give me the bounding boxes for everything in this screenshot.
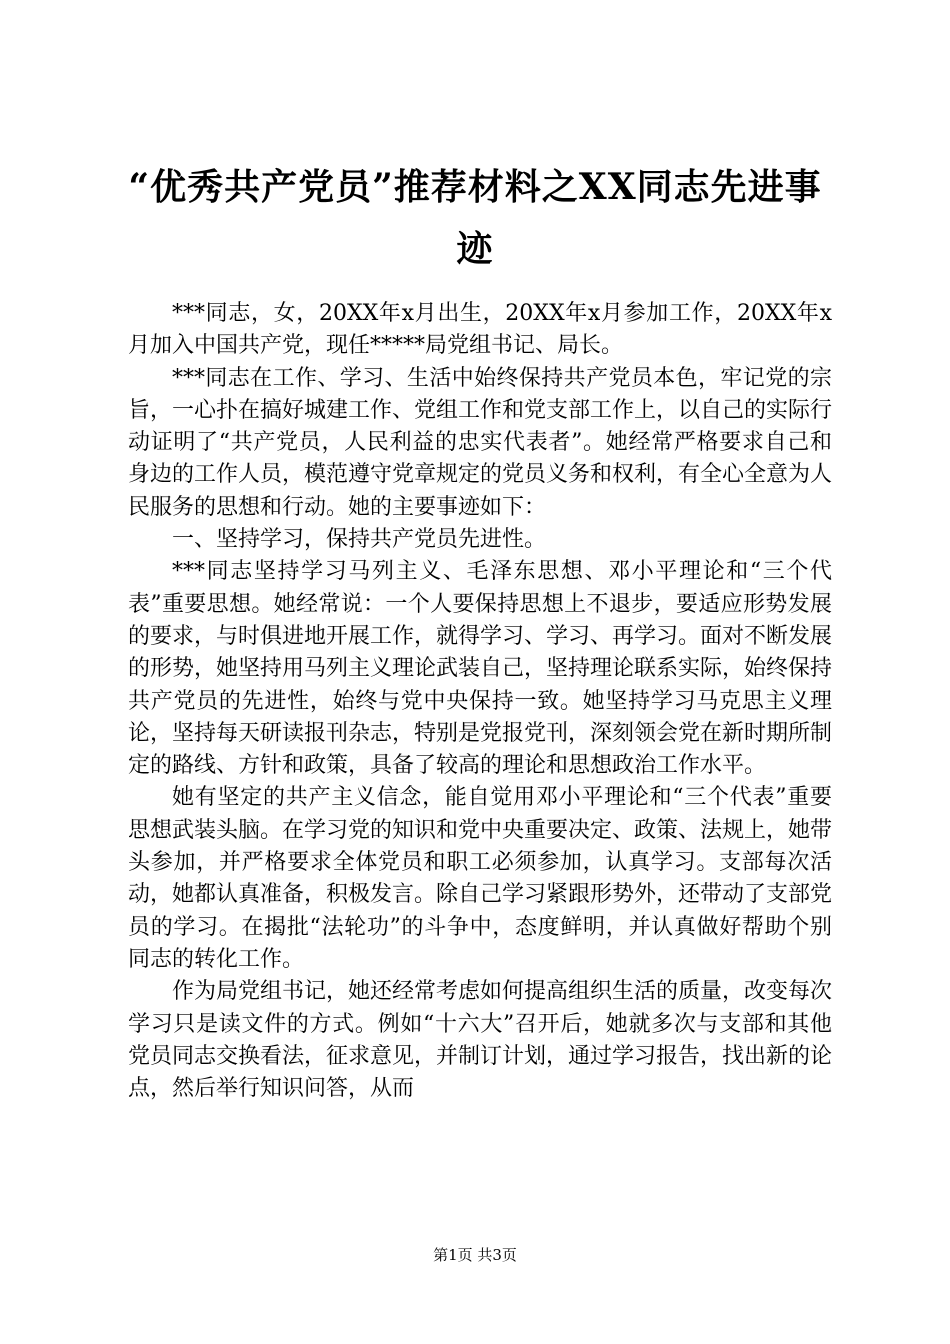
paragraph-summary: ***同志在工作、学习、生活中始终保持共产党员本色，牢记党的宗旨，一心扑在搞好城建工作、党组工作和党支部工作上，以自己的实际行动证明了“共产党员，人民利益的忠实代表者”。她经常严格要求自己和身边的工作人员，模范遵守党章规定的党员义务和权利，有全心全意为人民服务的思想和行动。她的主要事迹如下： [128,365,833,520]
paragraph-study: ***同志坚持学习马列主义、毛泽东思想、邓小平理论和“三个代表”重要思想。她经常说：一个人要保持思想上不退步，要适应形势发展的要求，与时俱进地开展工作，就得学习、学习、再学习。面对不断发展的形势，她坚持用马列主义理论武装自己，坚持理论联系实际，始终保持共产党员的先进性，始终与党中央保持一致。她坚持学习马克思主义理论，坚持每天研读报刊杂志，特别是党报党刊，深刻领会党在新时期所制定的路线、方针和政策，具备了较高的理论和思想政治工作水平。 [128,559,833,779]
paragraph-organization: 作为局党组书记，她还经常考虑如何提高组织生活的质量，改变每次学习只是读文件的方式。例如“十六大”召开后，她就多次与支部和其他党员同志交换看法，征求意见，并制订计划，通过学习报告，找出新的论点，然后举行知识问答，从而 [128,979,833,1102]
document-body [128,298,832,1105]
section-heading: 一、坚持学习，保持共产党员先进性。 [172,527,547,553]
paragraph-belief: 她有坚定的共产主义信念，能自觉用邓小平理论和“三个代表”重要思想武装头脑。在学习党的知识和党中央重要决定、政策、法规上，她带头参加，并严格要求全体党员和职工必须参加，认真学习。支部每次活动，她都认真准备，积极发言。除自己学习紧跟形势外，还带动了支部党员的学习。在揭批“法轮功”的斗争中，态度鲜明，并认真做好帮助个别同志的转化工作。 [128,785,833,972]
page-footer: 第1页 共3页 [433,1246,517,1264]
paragraph-profile: ***同志，女，20XX年x月出生，20XX年x月参加工作，20XX年x月加入中国共产党，现任*****局党组书记、局长。 [128,301,832,359]
document-title: “优秀共产党员”推荐材料之XX同志先进事迹 [128,166,822,270]
